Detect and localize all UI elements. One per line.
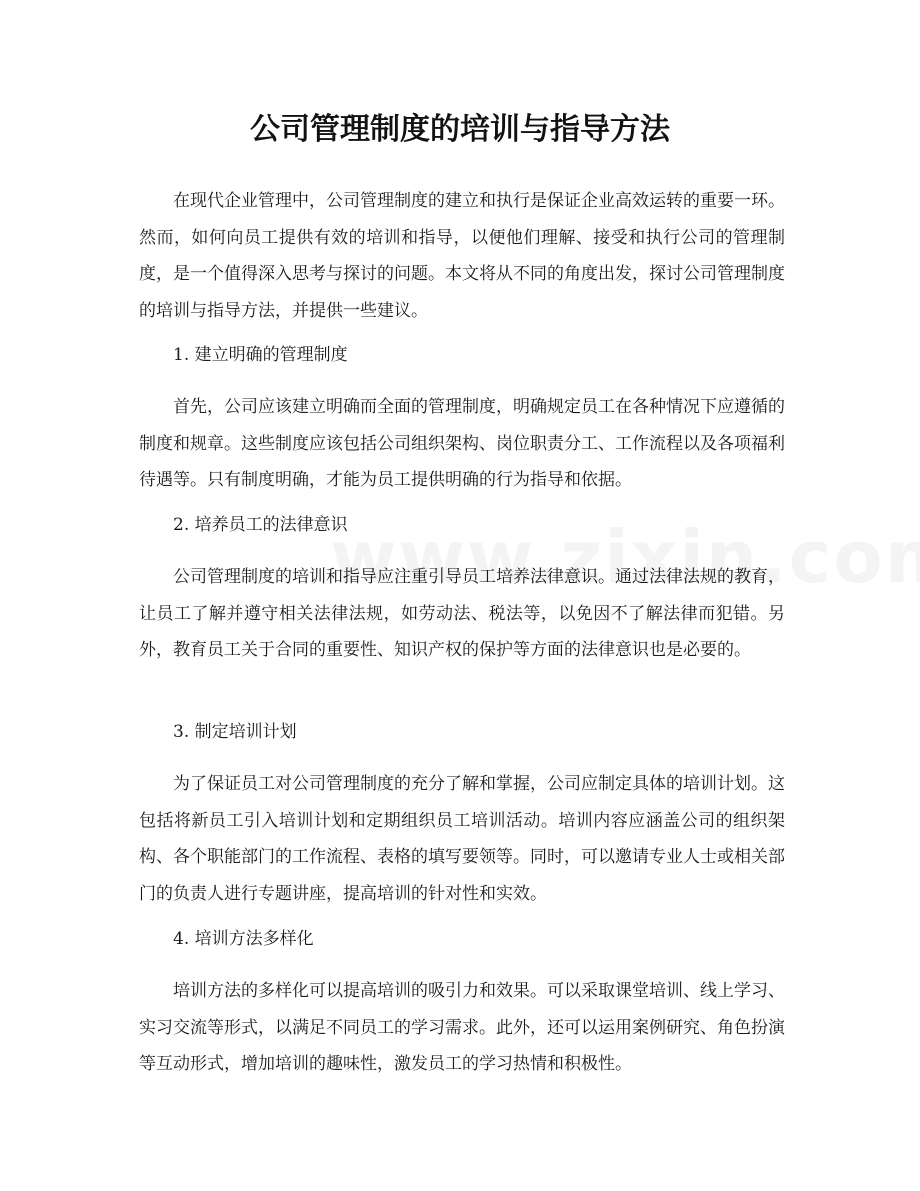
section-body-3: 为了保证员工对公司管理制度的充分了解和掌握，公司应制定具体的培训计划。这包括将新员工引入培训计划和定期组织员工培训活动。培训内容应涵盖公司的组织架构、各个职能部门的工作流程、表格的填写要领等。同时，可以邀请专业人士或相关部门的负责人进行专题讲座，提高培训的针对性和实效。	[139, 774, 785, 904]
section-body-2: 公司管理制度的培训和指导应注重引导员工培养法律意识。通过法律法规的教育，让员工了解并遵守相关法律法规，如劳动法、税法等，以免因不了解法律而犯错。另外，教育员工关于合同的重要性、知识产权的保护等方面的法律意识也是必要的。	[139, 567, 785, 660]
section-heading-2: 2. 培养员工的法律意识	[173, 515, 348, 535]
section-heading-4: 4. 培训方法多样化	[173, 929, 314, 949]
section-heading-1: 1. 建立明确的管理制度	[173, 345, 348, 365]
intro-paragraph: 在现代企业管理中，公司管理制度的建立和执行是保证企业高效运转的重要一环。然而，如何向员工提供有效的培训和指导，以便他们理解、接受和执行公司的管理制度，是一个值得深入思考与探讨的问题。本文将从不同的角度出发，探讨公司管理制度的培训与指导方法，并提供一些建议。	[139, 191, 785, 321]
page-title: 公司管理制度的培训与指导方法	[250, 112, 670, 147]
section-heading-3: 3. 制定培训计划	[173, 722, 297, 742]
section-body-1: 首先，公司应该建立明确而全面的管理制度，明确规定员工在各种情况下应遵循的制度和规章。这些制度应该包括公司组织架构、岗位职责分工、工作流程以及各项福利待遇等。只有制度明确，才能为员工提供明确的行为指导和依据。	[139, 397, 785, 490]
section-body-4: 培训方法的多样化可以提高培训的吸引力和效果。可以采取课堂培训、线上学习、实习交流等形式，以满足不同员工的学习需求。此外，还可以运用案例研究、角色扮演等互动形式，增加培训的趣味性，激发员工的学习热情和积极性。	[139, 981, 785, 1074]
